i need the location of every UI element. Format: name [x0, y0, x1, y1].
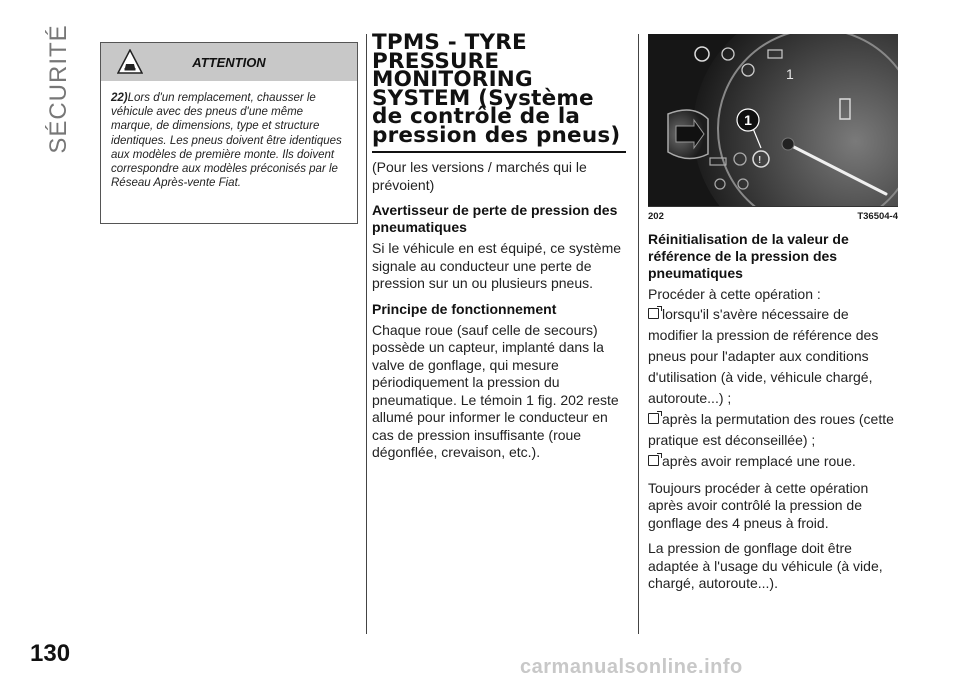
instrument-cluster-image — [648, 34, 898, 206]
list-item-text: lorsqu'il s'avère nécessaire de modifier la pression de référence des pneus pour l'adapter aux conditions d'utilisation (à vide, véhicule chargé, autoroute...) ; — [648, 305, 879, 406]
gauge-mark-label: 1 — [786, 66, 794, 82]
list-item — [648, 409, 898, 451]
section-intro: (Pour les versions / marchés qui le prévoient) — [372, 159, 587, 193]
attention-title: ATTENTION — [192, 55, 266, 70]
column-divider-right — [638, 34, 639, 634]
side-label-text: SÉCURITÉ — [45, 24, 72, 154]
attention-text — [101, 81, 357, 190]
checkbox-bullet-icon — [648, 308, 659, 319]
page-number: 130 — [30, 640, 71, 667]
section-side-label — [44, 24, 74, 154]
column-divider-left — [366, 34, 367, 634]
title-rule — [372, 151, 626, 153]
subheading-operating-principle: Principe de fonctionnement — [372, 300, 557, 317]
paragraph-operating-principle: Chaque roue (sauf celle de secours) possède un capteur, implanté dans la valve de gonflage, qui mesure périodiquement la pression du pneumatique. Le témoin 1 fig. 202 reste allumé pour informer le conducteur en cas de pression insuffisante (roue dégonflée, crevaison, etc.). — [372, 321, 619, 460]
checkbox-bullet-icon — [648, 413, 659, 424]
attention-body-text: Lors d'un remplacement, chausser le véhicule avec des pneus d'une même marque, de dimensions, type et structure identiques. Les pneus doivent être identiques aux modèles de première monte. Ils doivent correspondre aux modèles préconisés par le Réseau Après-vente Fiat. — [111, 92, 342, 190]
paragraph-check-pressure: Toujours procéder à cette opération après avoir contrôlé la pression de gonflage des 4 pneus à froid. — [648, 479, 869, 531]
figure-number: 202 — [648, 211, 664, 222]
tpms-section — [372, 30, 626, 470]
list-item — [648, 451, 898, 472]
watermark: carmanualsonline.info — [520, 656, 743, 678]
reset-section — [648, 34, 898, 601]
attention-box — [100, 42, 358, 224]
svg-text:!: ! — [758, 155, 762, 166]
subheading-reset: Réinitialisation de la valeur de référence de la pression des pneumatiques — [648, 231, 849, 281]
reset-intro: Procéder à cette opération : — [648, 286, 821, 302]
paragraph-pressure-usage: La pression de gonflage doit être adaptée à l'usage du véhicule (à vide, chargé, autoroute...). — [648, 540, 883, 591]
note-number: 22) — [111, 92, 128, 104]
checkbox-bullet-icon — [648, 455, 659, 466]
list-item — [648, 304, 898, 409]
subheading-pressure-loss: Avertisseur de perte de pression des pneumatiques — [372, 202, 618, 235]
list-item-text: après la permutation des roues (cette pratique est déconseillée) ; — [648, 410, 894, 448]
paragraph-pressure-loss: Si le véhicule en est équipé, ce système signale au conducteur une perte de pression sur un ou plusieurs pneus. — [372, 240, 622, 291]
attention-header — [101, 43, 357, 81]
list-item-text: après avoir remplacé une roue. — [662, 452, 856, 469]
instrument-cluster-figure — [648, 34, 898, 206]
figure-caption — [648, 206, 898, 223]
section-title: TPMS - TYRE PRESSURE MONITORING SYSTEM (Système de contrôle de la pression des pneus) — [372, 30, 621, 148]
figure-callout-label: 1 — [744, 112, 752, 128]
figure-code: T36504-4 — [857, 211, 898, 222]
